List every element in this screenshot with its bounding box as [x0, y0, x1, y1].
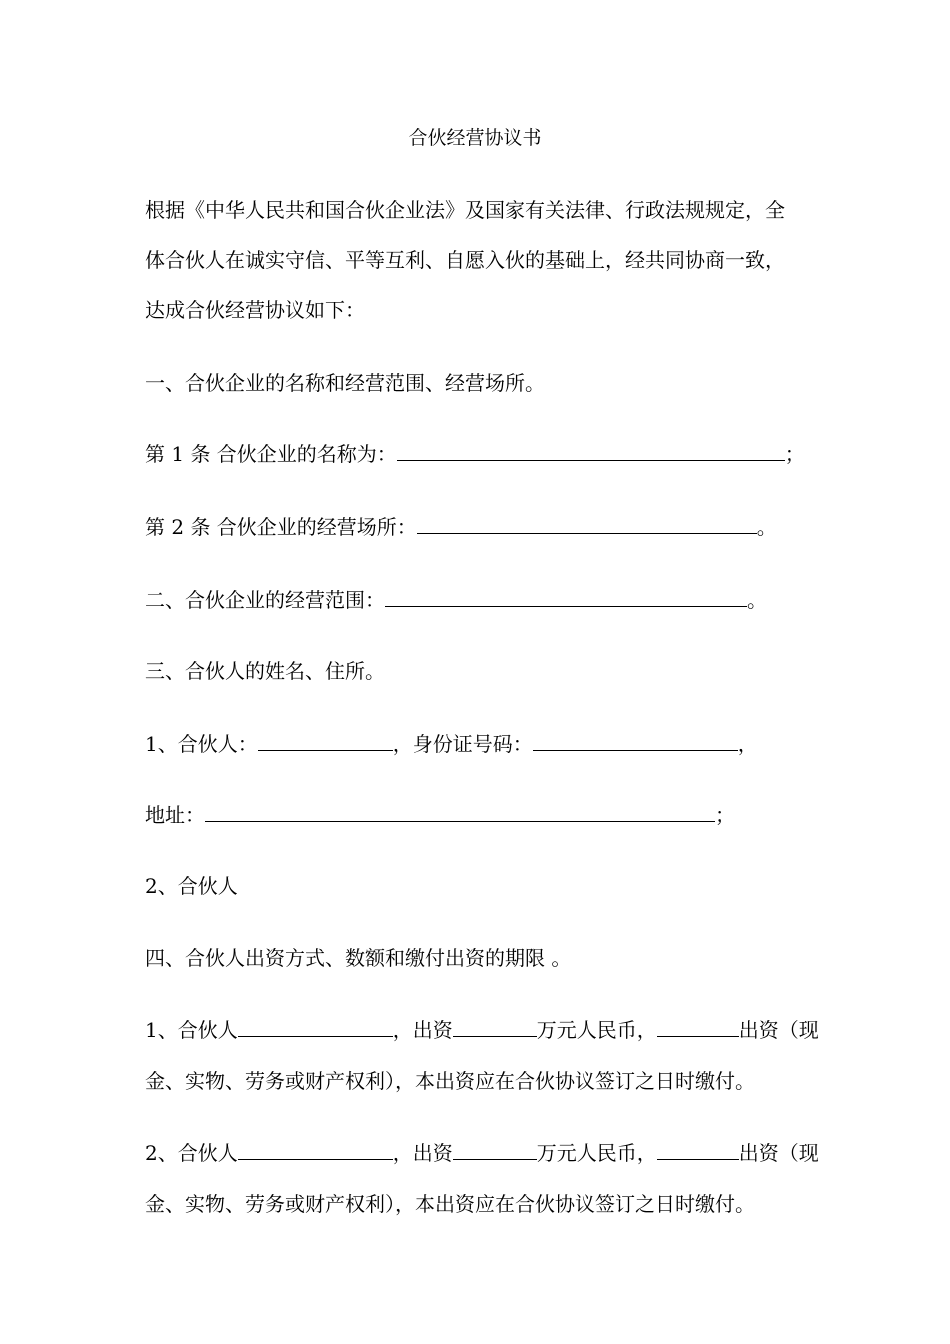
contribution-2-line-2: 金、实物、劳务或财产权利），本出资应在合伙协议签订之日时缴付。: [145, 1192, 755, 1216]
intro-line-3: 达成合伙经营协议如下：: [145, 298, 365, 322]
contribution-2-partner-blank[interactable]: [238, 1141, 393, 1160]
contribution-2-prefix: 2、合伙人: [145, 1141, 238, 1165]
article-2: [145, 514, 810, 540]
contribution-1-line-1: [145, 1017, 819, 1043]
contribution-2-end: 出资（现: [738, 1141, 819, 1165]
address-line: [145, 802, 810, 828]
contribution-2-method-blank[interactable]: [657, 1141, 739, 1160]
contribution-2-line-1: [145, 1140, 819, 1166]
section-1-heading: 一、合伙企业的名称和经营范围、经营场所。: [145, 371, 545, 395]
contribution-1-middle-1: ，出资: [392, 1018, 453, 1042]
article-2-label: 第 2 条 合伙企业的经营场所：: [145, 515, 417, 539]
partner-2-line: 2、合伙人: [145, 874, 238, 898]
business-location-blank[interactable]: [417, 515, 757, 534]
section-3-heading: 三、合伙人的姓名、住所。: [145, 659, 385, 683]
address-blank[interactable]: [205, 803, 715, 822]
contribution-1-prefix: 1、合伙人: [145, 1018, 238, 1042]
partner-1-line: [145, 731, 810, 757]
partner-1-id-blank[interactable]: [533, 732, 738, 751]
contribution-1-line-2: 金、实物、劳务或财产权利），本出资应在合伙协议签订之日时缴付。: [145, 1069, 755, 1093]
contribution-1-end: 出资（现: [738, 1018, 819, 1042]
partner-1-name-blank[interactable]: [258, 732, 393, 751]
company-name-blank[interactable]: [397, 442, 785, 461]
article-2-end: 。: [756, 515, 777, 539]
contribution-1-method-blank[interactable]: [657, 1018, 739, 1037]
section-2-end: 。: [747, 588, 767, 612]
address-label: 地址：: [145, 803, 205, 827]
contribution-2-middle-2: 万元人民币，: [536, 1141, 657, 1165]
business-scope-blank[interactable]: [385, 588, 747, 607]
contribution-1-middle-2: 万元人民币，: [536, 1018, 657, 1042]
partner-1-middle: ，身份证号码：: [392, 732, 533, 756]
article-1-label: 第 1 条 合伙企业的名称为：: [145, 442, 397, 466]
intro-line-1: 根据《中华人民共和国合伙企业法》及国家有关法律、行政法规规定，全: [145, 198, 785, 222]
article-1: [145, 441, 810, 467]
intro-line-2: 体合伙人在诚实守信、平等互利、自愿入伙的基础上，经共同协商一致，: [145, 248, 785, 272]
section-2-label: 二、合伙企业的经营范围：: [145, 588, 385, 612]
section-4-heading: 四、合伙人出资方式、数额和缴付出资的期限 。: [145, 946, 572, 970]
contribution-2-amount-blank[interactable]: [453, 1141, 537, 1160]
article-1-end: ；: [784, 442, 805, 466]
document-title: 合伙经营协议书: [408, 127, 542, 149]
contribution-2-middle-1: ，出资: [392, 1141, 453, 1165]
address-end: ；: [715, 803, 735, 827]
contribution-1-partner-blank[interactable]: [238, 1018, 393, 1037]
section-2: [145, 587, 810, 613]
contribution-1-amount-blank[interactable]: [453, 1018, 537, 1037]
partner-1-prefix: 1、合伙人：: [145, 732, 258, 756]
partner-1-end: ，: [737, 732, 758, 756]
